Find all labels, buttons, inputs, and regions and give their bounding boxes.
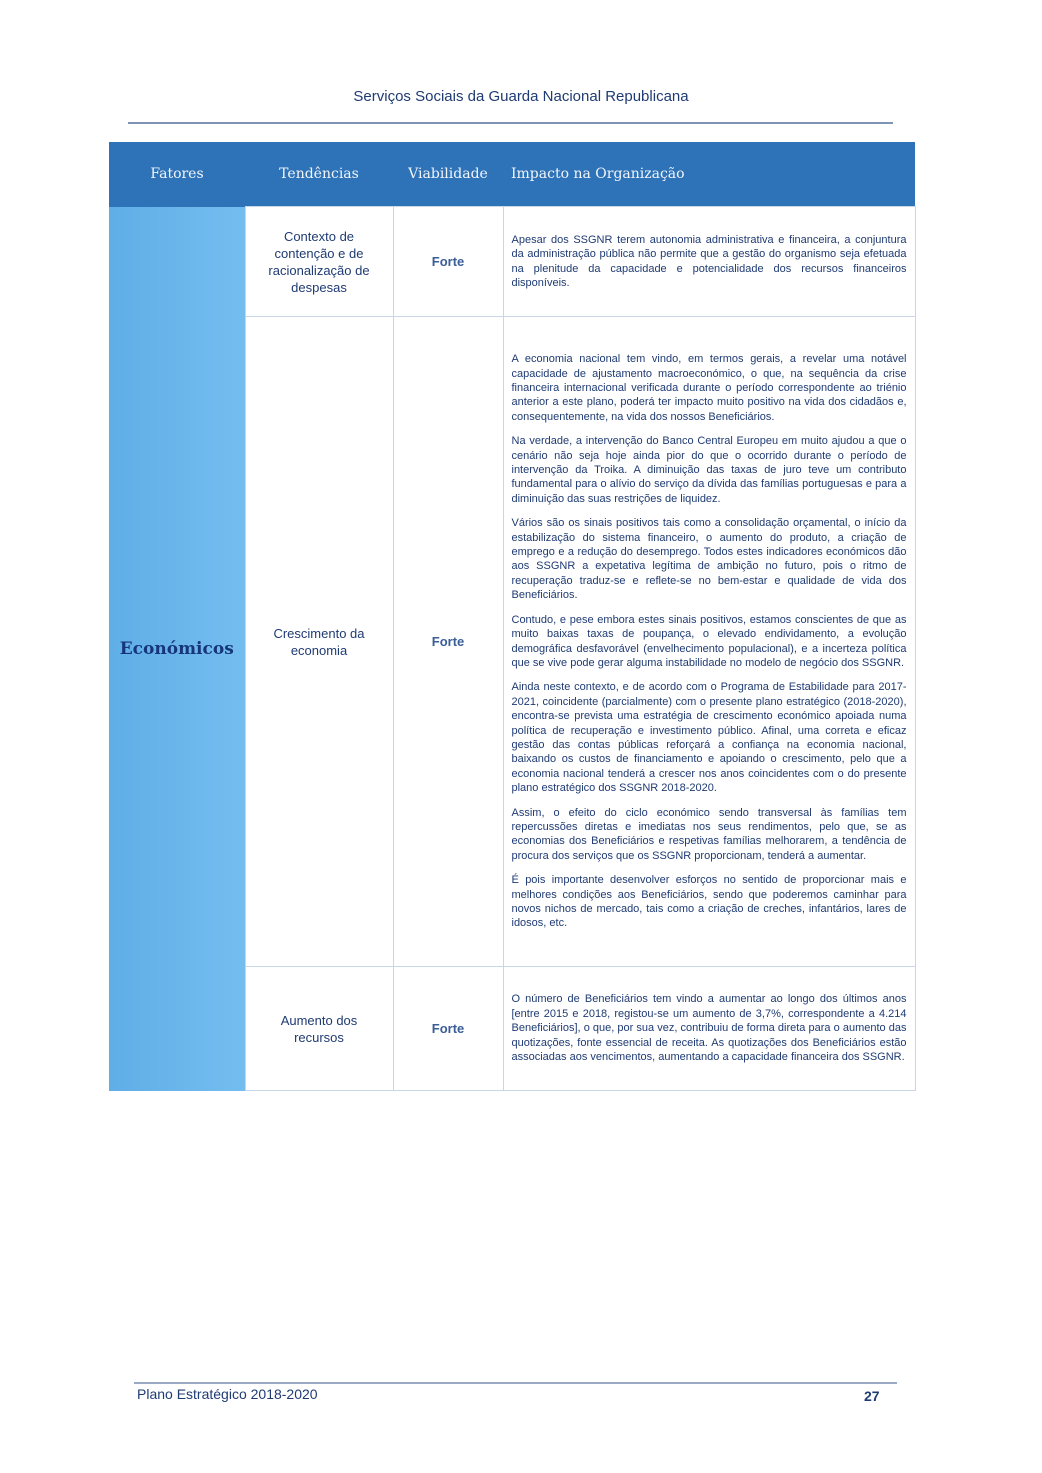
column-header-impacto: Impacto na Organização [503, 142, 915, 207]
impact-cell [503, 317, 915, 967]
impact-paragraph: O número de Beneficiários tem vindo a aumentar ao longo dos últimos anos [entre 2015 e 2018, registou-se um aumento de 3,7%, correspondente a 4.214 Beneficiários], o que, por sua vez, contribuiu de forma direta para o aumento das quotizações, fonte essencial de receita. As quotizações dos Beneficiários estão associadas aos vencimentos, aumentando a capacidade financeira dos SSGNR. [511, 993, 907, 1064]
impact-paragraph: Apesar dos SSGNR terem autonomia administrativa e financeira, a conjuntura da administração pública não permite que a gestão do organismo seja efetuada na plenitude da capacidade e potencialidade dos recursos financeiros disponíveis. [511, 233, 907, 289]
table-row [109, 207, 915, 317]
trend-cell: Contexto de contenção e de racionalização de despesas [245, 207, 393, 317]
column-header-viabilidade: Viabilidade [393, 142, 503, 207]
impact-paragraph: Assim, o efeito do ciclo económico sendo transversal às famílias tem repercussões diretas e imediatas nos seus rendimentos, pelo que, se as economias dos Beneficiários e respetivas famílias melhorarem, a tendência de procura dos serviços que os SSGNR proporcionam, tenderá a aumentar. [511, 806, 907, 862]
factors-table [109, 142, 916, 1091]
impact-paragraph: Contudo, e pese embora estes sinais positivos, estamos conscientes de que as muito baixas taxas de poupança, o elevado endividamento, a evolução demográfica desfavorável (envelhecimento populacional), e a incerteza política que se vive pode gerar alguma instabilidade no modelo de negócio dos SSGNR. [511, 613, 907, 669]
impact-paragraph: A economia nacional tem vindo, em termos gerais, a revelar uma notável capacidade de ajustamento macroeconómico, o que, na sequência da crise financeira internacional verificada durante o período correspondente ao triénio anterior a este plano, poderá ter impacto muito positivo na vida dos cidadãos e, consequentemente, na vida dos nossos Beneficiários. [511, 353, 907, 423]
viability-cell: Forte [393, 317, 503, 967]
page-header-title: Serviços Sociais da Guarda Nacional Republicana [353, 88, 689, 105]
trend-cell: Aumento dos recursos [245, 967, 393, 1091]
impact-cell [503, 207, 915, 317]
table-header-row [109, 142, 915, 207]
trend-cell: Crescimento da economia [245, 317, 393, 967]
factor-cell: Económicos [109, 207, 245, 1091]
impact-cell [503, 967, 915, 1091]
header-divider [128, 122, 893, 124]
impact-paragraph: Na verdade, a intervenção do Banco Central Europeu em muito ajudou a que o cenário não seja hoje ainda pior do que o ocorrido durante o período de intervenção da Troika. A diminuição das taxas de juro teve um contributo fundamental para o alívio do serviço da dívida das famílias portuguesas e para a diminuição das suas restrições de liquidez. [511, 435, 907, 505]
viability-cell: Forte [393, 967, 503, 1091]
footer-divider [134, 1382, 897, 1384]
column-header-tendencias: Tendências [245, 142, 393, 207]
impact-paragraph: Ainda neste contexto, e de acordo com o Programa de Estabilidade para 2017-2021, coincidente (parcialmente) com o presente plano estratégico (2018-2020), encontra-se prevista uma estratégia de crescimento económico apoiada numa política de recuperação e investimento público. Afinal, uma correta e eficaz gestão das contas públicas reforçará a confiança na economia nacional, baixando os custos de financiamento e apoiando o crescimento, pelo que a economia nacional tenderá a crescer nos anos coincidentes com o do presente plano estratégico dos SSGNR 2018-2020. [511, 681, 907, 795]
impact-paragraph: Vários são os sinais positivos tais como a consolidação orçamental, o início da estabilização do sistema financeiro, o aumento do produto, a criação de emprego e a redução do desemprego. Todos estes indicadores económicos dão aos SSGNR a expetativa legítima de ambição no futuro, pois o ritmo de recuperação traduz-se e reflete-se no bem-estar e qualidade de vida dos Beneficiários. [511, 517, 907, 602]
footer-document-title: Plano Estratégico 2018-2020 [137, 1386, 318, 1402]
impact-paragraph: É pois importante desenvolver esforços no sentido de proporcionar mais e melhores condições aos Beneficiários, sendo que poderemos caminhar para novos nichos de mercado, tais como a criação de creches, infantários, lares de idosos, etc. [511, 874, 907, 930]
viability-cell: Forte [393, 207, 503, 317]
factors-table-container [109, 142, 915, 1090]
page-number: 27 [864, 1388, 880, 1404]
column-header-fatores: Fatores [109, 142, 245, 207]
